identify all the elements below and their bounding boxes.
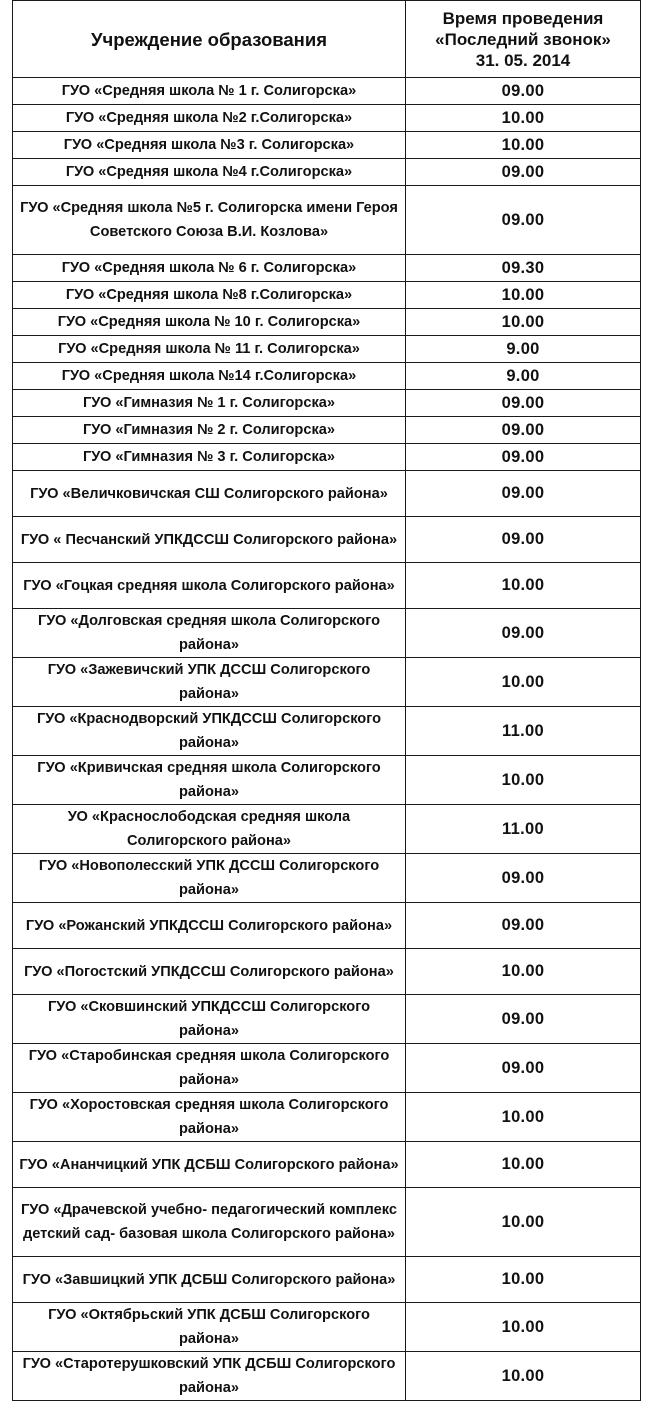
- table-row: [13, 517, 641, 563]
- event-time: 09.00: [406, 417, 641, 444]
- institution-name: ГУО «Гимназия № 3 г. Солигорска»: [13, 444, 406, 471]
- schedule-table-wrapper: [12, 0, 640, 1401]
- table-row: [13, 1093, 641, 1142]
- table-row: [13, 282, 641, 309]
- institution-name: ГУО «Завшицкий УПК ДСБШ Солигорского района»: [13, 1257, 406, 1303]
- table-row: [13, 255, 641, 282]
- table-row: [13, 658, 641, 707]
- event-time: 09.00: [406, 903, 641, 949]
- table-row: [13, 903, 641, 949]
- table-row: [13, 805, 641, 854]
- institution-name: ГУО «Средняя школа № 10 г. Солигорска»: [13, 309, 406, 336]
- institution-name: ГУО «Хоростовская средняя школа Солигорского района»: [13, 1093, 406, 1142]
- table-body: [13, 78, 641, 1401]
- event-time: 9.00: [406, 336, 641, 363]
- event-time: 09.00: [406, 517, 641, 563]
- event-time: 10.00: [406, 105, 641, 132]
- event-time: 09.00: [406, 471, 641, 517]
- event-time: 10.00: [406, 1142, 641, 1188]
- event-time: 11.00: [406, 707, 641, 756]
- schedule-table: [12, 0, 641, 1401]
- event-time: 10.00: [406, 282, 641, 309]
- institution-name: ГУО «Средняя школа №5 г. Солигорска имени Героя Советского Союза В.И. Козлова»: [13, 186, 406, 255]
- event-time: 10.00: [406, 132, 641, 159]
- event-time: 09.30: [406, 255, 641, 282]
- event-time: 10.00: [406, 1093, 641, 1142]
- table-row: [13, 186, 641, 255]
- institution-name: ГУО «Зажевичский УПК ДССШ Солигорского района»: [13, 658, 406, 707]
- event-time: 09.00: [406, 1044, 641, 1093]
- institution-name: ГУО «Погостский УПКДССШ Солигорского района»: [13, 949, 406, 995]
- event-time: 09.00: [406, 186, 641, 255]
- table-row: [13, 1303, 641, 1352]
- institution-name: ГУО «Краснодворский УПКДССШ Солигорского района»: [13, 707, 406, 756]
- event-time: 10.00: [406, 563, 641, 609]
- institution-name: ГУО «Гоцкая средняя школа Солигорского района»: [13, 563, 406, 609]
- table-header-row: [13, 1, 641, 78]
- event-time: 11.00: [406, 805, 641, 854]
- event-time: 10.00: [406, 1257, 641, 1303]
- institution-name: ГУО «Средняя школа №8 г.Солигорска»: [13, 282, 406, 309]
- table-row: [13, 417, 641, 444]
- event-time: 09.00: [406, 854, 641, 903]
- institution-name: ГУО «Кривичская средняя школа Солигорского района»: [13, 756, 406, 805]
- event-time: 09.00: [406, 609, 641, 658]
- header-institution: Учреждение образования: [13, 1, 406, 78]
- event-time: 09.00: [406, 390, 641, 417]
- event-time: 09.00: [406, 995, 641, 1044]
- event-time: 9.00: [406, 363, 641, 390]
- event-time: 10.00: [406, 658, 641, 707]
- table-row: [13, 132, 641, 159]
- table-row: [13, 707, 641, 756]
- institution-name: ГУО «Старобинская средняя школа Солигорского района»: [13, 1044, 406, 1093]
- table-row: [13, 159, 641, 186]
- event-time: 10.00: [406, 309, 641, 336]
- event-time: 10.00: [406, 949, 641, 995]
- institution-name: ГУО «Рожанский УПКДССШ Солигорского района»: [13, 903, 406, 949]
- institution-name: ГУО «Средняя школа №14 г.Солигорска»: [13, 363, 406, 390]
- institution-name: ГУО «Средняя школа № 11 г. Солигорска»: [13, 336, 406, 363]
- institution-name: ГУО « Песчанский УПКДССШ Солигорского района»: [13, 517, 406, 563]
- institution-name: ГУО «Гимназия № 1 г. Солигорска»: [13, 390, 406, 417]
- table-row: [13, 309, 641, 336]
- institution-name: ГУО «Старотерушковский УПК ДСБШ Солигорского района»: [13, 1352, 406, 1401]
- event-time: 10.00: [406, 1352, 641, 1401]
- event-time: 10.00: [406, 756, 641, 805]
- institution-name: ГУО «Средняя школа №3 г. Солигорска»: [13, 132, 406, 159]
- table-row: [13, 995, 641, 1044]
- table-row: [13, 336, 641, 363]
- table-row: [13, 756, 641, 805]
- table-row: [13, 854, 641, 903]
- institution-name: ГУО «Октябрьский УПК ДСБШ Солигорского района»: [13, 1303, 406, 1352]
- table-row: [13, 1044, 641, 1093]
- table-row: [13, 363, 641, 390]
- institution-name: ГУО «Ананчицкий УПК ДСБШ Солигорского района»: [13, 1142, 406, 1188]
- header-time: [406, 1, 641, 78]
- institution-name: УО «Краснослободская средняя школа Солигорского района»: [13, 805, 406, 854]
- header-time-line2: «Последний звонок»: [435, 29, 611, 49]
- institution-name: ГУО «Средняя школа № 6 г. Солигорска»: [13, 255, 406, 282]
- institution-name: ГУО «Долговская средняя школа Солигорского района»: [13, 609, 406, 658]
- event-time: 09.00: [406, 159, 641, 186]
- table-row: [13, 949, 641, 995]
- institution-name: ГУО «Средняя школа №4 г.Солигорска»: [13, 159, 406, 186]
- header-time-line1: Время проведения: [442, 8, 604, 28]
- institution-name: ГУО «Новополесский УПК ДССШ Солигорского района»: [13, 854, 406, 903]
- institution-name: ГУО «Драчевской учебно- педагогический комплекс детский сад- базовая школа Солигорского района»: [13, 1188, 406, 1257]
- institution-name: ГУО «Средняя школа № 1 г. Солигорска»: [13, 78, 406, 105]
- table-row: [13, 1188, 641, 1257]
- table-row: [13, 444, 641, 471]
- table-row: [13, 78, 641, 105]
- institution-name: ГУО «Гимназия № 2 г. Солигорска»: [13, 417, 406, 444]
- event-time: 10.00: [406, 1303, 641, 1352]
- table-row: [13, 471, 641, 517]
- header-time-line3: 31. 05. 2014: [475, 50, 571, 70]
- institution-name: ГУО «Средняя школа №2 г.Солигорска»: [13, 105, 406, 132]
- table-row: [13, 1257, 641, 1303]
- table-row: [13, 390, 641, 417]
- event-time: 09.00: [406, 78, 641, 105]
- event-time: 10.00: [406, 1188, 641, 1257]
- table-row: [13, 609, 641, 658]
- table-row: [13, 1142, 641, 1188]
- institution-name: ГУО «Величковичская СШ Солигорского района»: [13, 471, 406, 517]
- institution-name: ГУО «Сковшинский УПКДССШ Солигорского района»: [13, 995, 406, 1044]
- event-time: 09.00: [406, 444, 641, 471]
- table-row: [13, 1352, 641, 1401]
- table-row: [13, 563, 641, 609]
- table-row: [13, 105, 641, 132]
